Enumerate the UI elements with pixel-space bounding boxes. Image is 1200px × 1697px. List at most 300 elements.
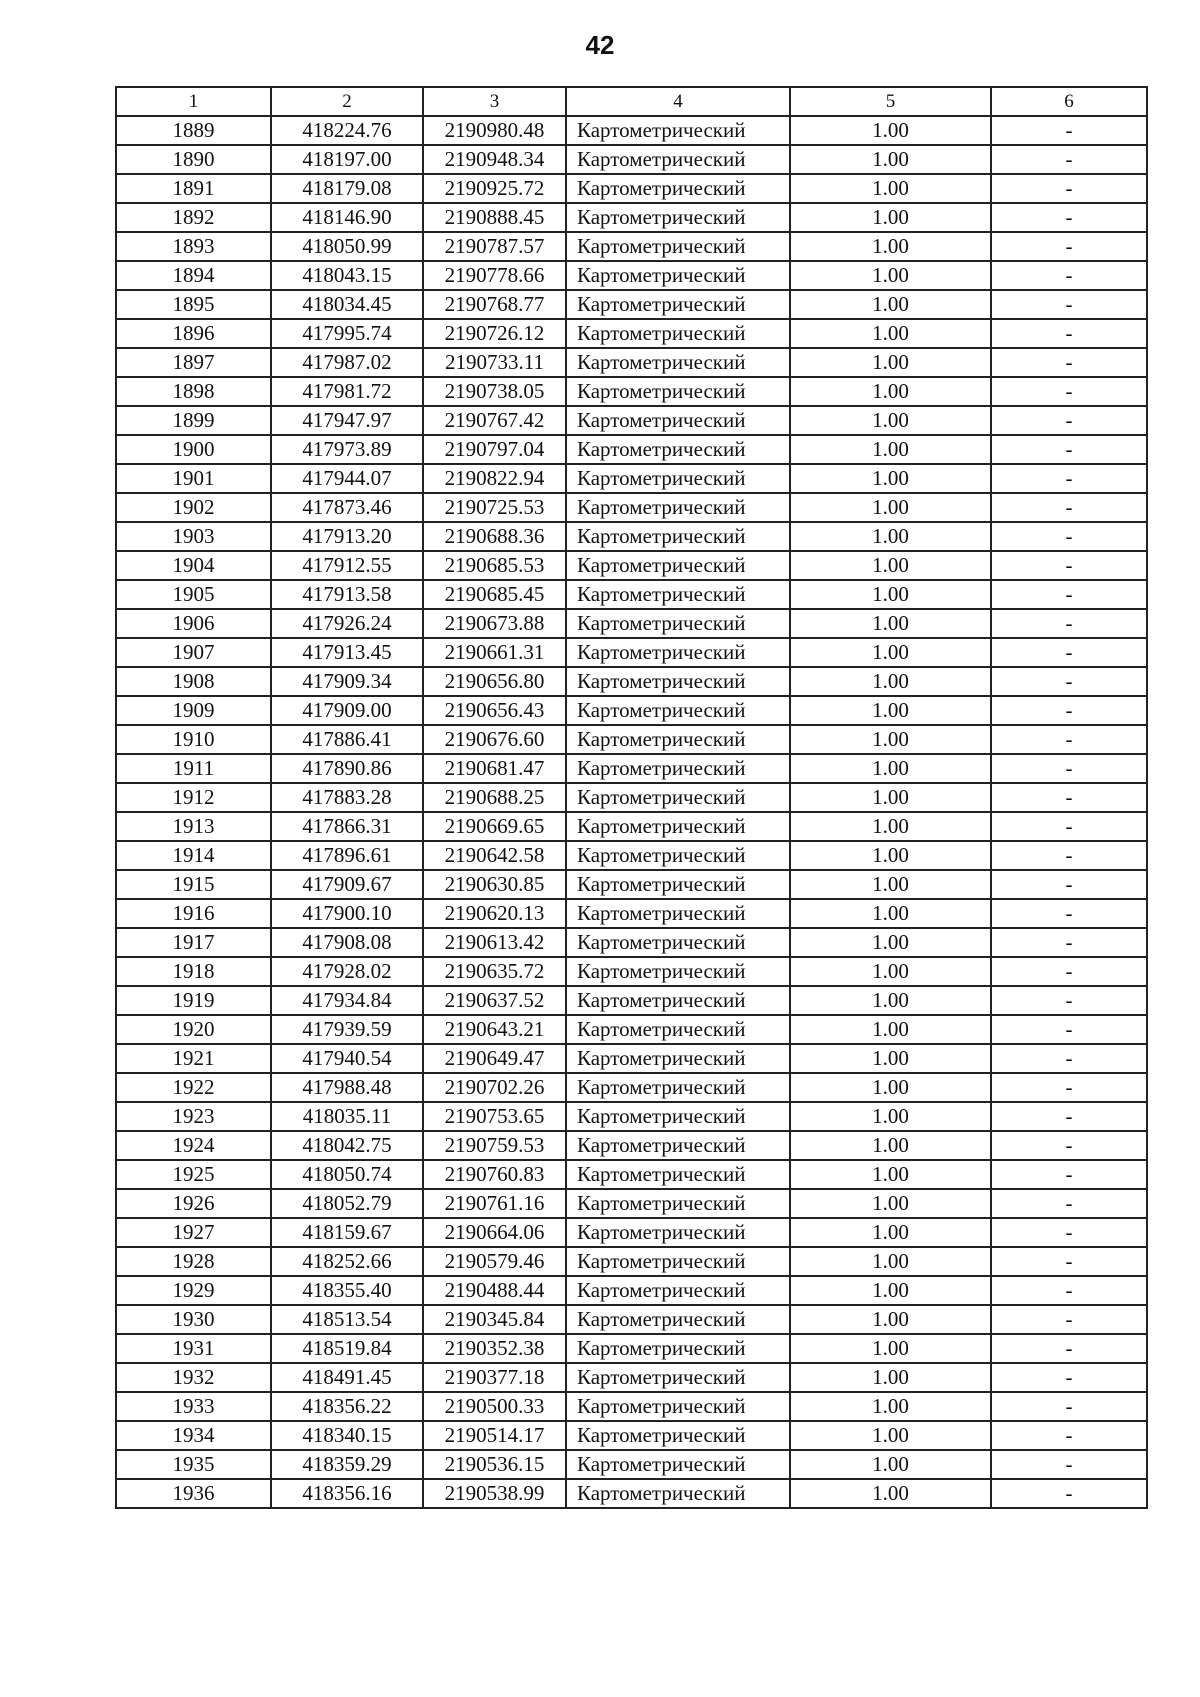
table-row xyxy=(116,899,1147,928)
x-coordinate-cell: 417988.48 xyxy=(271,1073,423,1102)
accuracy-cell: 1.00 xyxy=(790,464,991,493)
y-coordinate-cell: 2190925.72 xyxy=(423,174,566,203)
y-coordinate-cell: 2190620.13 xyxy=(423,899,566,928)
x-coordinate-cell: 417947.97 xyxy=(271,406,423,435)
x-coordinate-cell: 417913.45 xyxy=(271,638,423,667)
table-row xyxy=(116,986,1147,1015)
y-coordinate-cell: 2190352.38 xyxy=(423,1334,566,1363)
accuracy-cell: 1.00 xyxy=(790,348,991,377)
x-coordinate-cell: 418043.15 xyxy=(271,261,423,290)
description-cell: - xyxy=(991,377,1147,406)
description-cell: - xyxy=(991,609,1147,638)
description-cell: - xyxy=(991,899,1147,928)
method-cell: Картометрический xyxy=(566,986,790,1015)
y-coordinate-cell: 2190685.53 xyxy=(423,551,566,580)
description-cell: - xyxy=(991,754,1147,783)
accuracy-cell: 1.00 xyxy=(790,551,991,580)
method-cell: Картометрический xyxy=(566,1044,790,1073)
accuracy-cell: 1.00 xyxy=(790,1160,991,1189)
description-cell: - xyxy=(991,1363,1147,1392)
y-coordinate-cell: 2190685.45 xyxy=(423,580,566,609)
y-coordinate-cell: 2190664.06 xyxy=(423,1218,566,1247)
table-row xyxy=(116,580,1147,609)
description-cell: - xyxy=(991,638,1147,667)
method-cell: Картометрический xyxy=(566,203,790,232)
accuracy-cell: 1.00 xyxy=(790,754,991,783)
x-coordinate-cell: 417908.08 xyxy=(271,928,423,957)
x-coordinate-cell: 417890.86 xyxy=(271,754,423,783)
method-cell: Картометрический xyxy=(566,754,790,783)
point-number-cell: 1933 xyxy=(116,1392,271,1421)
y-coordinate-cell: 2190630.85 xyxy=(423,870,566,899)
table-row xyxy=(116,638,1147,667)
table-row xyxy=(116,1363,1147,1392)
y-coordinate-cell: 2190948.34 xyxy=(423,145,566,174)
table-row xyxy=(116,493,1147,522)
point-number-cell: 1936 xyxy=(116,1479,271,1508)
y-coordinate-cell: 2190797.04 xyxy=(423,435,566,464)
y-coordinate-cell: 2190726.12 xyxy=(423,319,566,348)
table-row xyxy=(116,1160,1147,1189)
method-cell: Картометрический xyxy=(566,1247,790,1276)
method-cell: Картометрический xyxy=(566,348,790,377)
accuracy-cell: 1.00 xyxy=(790,986,991,1015)
point-number-cell: 1896 xyxy=(116,319,271,348)
table-row xyxy=(116,957,1147,986)
x-coordinate-cell: 418034.45 xyxy=(271,290,423,319)
description-cell: - xyxy=(991,1334,1147,1363)
accuracy-cell: 1.00 xyxy=(790,1131,991,1160)
point-number-cell: 1909 xyxy=(116,696,271,725)
method-cell: Картометрический xyxy=(566,116,790,145)
accuracy-cell: 1.00 xyxy=(790,580,991,609)
table-row xyxy=(116,290,1147,319)
x-coordinate-cell: 418252.66 xyxy=(271,1247,423,1276)
method-cell: Картометрический xyxy=(566,696,790,725)
accuracy-cell: 1.00 xyxy=(790,812,991,841)
method-cell: Картометрический xyxy=(566,522,790,551)
method-cell: Картометрический xyxy=(566,1305,790,1334)
description-cell: - xyxy=(991,1218,1147,1247)
table-row xyxy=(116,870,1147,899)
accuracy-cell: 1.00 xyxy=(790,145,991,174)
point-number-cell: 1898 xyxy=(116,377,271,406)
accuracy-cell: 1.00 xyxy=(790,174,991,203)
column-header: 5 xyxy=(790,87,991,116)
point-number-cell: 1914 xyxy=(116,841,271,870)
y-coordinate-cell: 2190635.72 xyxy=(423,957,566,986)
accuracy-cell: 1.00 xyxy=(790,1247,991,1276)
table-row xyxy=(116,725,1147,754)
description-cell: - xyxy=(991,1131,1147,1160)
coordinates-table xyxy=(115,86,1148,1509)
method-cell: Картометрический xyxy=(566,464,790,493)
accuracy-cell: 1.00 xyxy=(790,1392,991,1421)
description-cell: - xyxy=(991,870,1147,899)
y-coordinate-cell: 2190613.42 xyxy=(423,928,566,957)
x-coordinate-cell: 418491.45 xyxy=(271,1363,423,1392)
accuracy-cell: 1.00 xyxy=(790,928,991,957)
y-coordinate-cell: 2190688.36 xyxy=(423,522,566,551)
accuracy-cell: 1.00 xyxy=(790,290,991,319)
point-number-cell: 1904 xyxy=(116,551,271,580)
point-number-cell: 1895 xyxy=(116,290,271,319)
point-number-cell: 1935 xyxy=(116,1450,271,1479)
column-header: 2 xyxy=(271,87,423,116)
accuracy-cell: 1.00 xyxy=(790,1305,991,1334)
x-coordinate-cell: 417873.46 xyxy=(271,493,423,522)
table-row xyxy=(116,464,1147,493)
y-coordinate-cell: 2190579.46 xyxy=(423,1247,566,1276)
x-coordinate-cell: 418359.29 xyxy=(271,1450,423,1479)
table-row xyxy=(116,1073,1147,1102)
description-cell: - xyxy=(991,841,1147,870)
accuracy-cell: 1.00 xyxy=(790,609,991,638)
table-row xyxy=(116,754,1147,783)
description-cell: - xyxy=(991,493,1147,522)
description-cell: - xyxy=(991,783,1147,812)
y-coordinate-cell: 2190822.94 xyxy=(423,464,566,493)
y-coordinate-cell: 2190377.18 xyxy=(423,1363,566,1392)
description-cell: - xyxy=(991,1102,1147,1131)
method-cell: Картометрический xyxy=(566,1218,790,1247)
method-cell: Картометрический xyxy=(566,1189,790,1218)
x-coordinate-cell: 418513.54 xyxy=(271,1305,423,1334)
x-coordinate-cell: 417909.00 xyxy=(271,696,423,725)
accuracy-cell: 1.00 xyxy=(790,1334,991,1363)
x-coordinate-cell: 417987.02 xyxy=(271,348,423,377)
x-coordinate-cell: 417912.55 xyxy=(271,551,423,580)
point-number-cell: 1928 xyxy=(116,1247,271,1276)
point-number-cell: 1926 xyxy=(116,1189,271,1218)
table-row xyxy=(116,1218,1147,1247)
y-coordinate-cell: 2190702.26 xyxy=(423,1073,566,1102)
table-row xyxy=(116,377,1147,406)
x-coordinate-cell: 417909.67 xyxy=(271,870,423,899)
table-row xyxy=(116,667,1147,696)
method-cell: Картометрический xyxy=(566,377,790,406)
method-cell: Картометрический xyxy=(566,928,790,957)
point-number-cell: 1899 xyxy=(116,406,271,435)
accuracy-cell: 1.00 xyxy=(790,783,991,812)
point-number-cell: 1913 xyxy=(116,812,271,841)
point-number-cell: 1892 xyxy=(116,203,271,232)
accuracy-cell: 1.00 xyxy=(790,725,991,754)
table-row xyxy=(116,174,1147,203)
description-cell: - xyxy=(991,435,1147,464)
table-row xyxy=(116,1334,1147,1363)
accuracy-cell: 1.00 xyxy=(790,377,991,406)
description-cell: - xyxy=(991,1305,1147,1334)
method-cell: Картометрический xyxy=(566,1015,790,1044)
description-cell: - xyxy=(991,348,1147,377)
point-number-cell: 1934 xyxy=(116,1421,271,1450)
method-cell: Картометрический xyxy=(566,1102,790,1131)
x-coordinate-cell: 417909.34 xyxy=(271,667,423,696)
method-cell: Картометрический xyxy=(566,870,790,899)
point-number-cell: 1910 xyxy=(116,725,271,754)
page-number: 42 xyxy=(585,30,615,60)
method-cell: Картометрический xyxy=(566,406,790,435)
method-cell: Картометрический xyxy=(566,145,790,174)
x-coordinate-cell: 417940.54 xyxy=(271,1044,423,1073)
y-coordinate-cell: 2190768.77 xyxy=(423,290,566,319)
table-row xyxy=(116,319,1147,348)
description-cell: - xyxy=(991,1421,1147,1450)
description-cell: - xyxy=(991,1247,1147,1276)
description-cell: - xyxy=(991,232,1147,261)
y-coordinate-cell: 2190661.31 xyxy=(423,638,566,667)
method-cell: Картометрический xyxy=(566,493,790,522)
point-number-cell: 1903 xyxy=(116,522,271,551)
y-coordinate-cell: 2190673.88 xyxy=(423,609,566,638)
y-coordinate-cell: 2190767.42 xyxy=(423,406,566,435)
accuracy-cell: 1.00 xyxy=(790,870,991,899)
y-coordinate-cell: 2190888.45 xyxy=(423,203,566,232)
description-cell: - xyxy=(991,1044,1147,1073)
point-number-cell: 1894 xyxy=(116,261,271,290)
table-row xyxy=(116,609,1147,638)
table-body xyxy=(116,116,1147,1508)
point-number-cell: 1912 xyxy=(116,783,271,812)
point-number-cell: 1919 xyxy=(116,986,271,1015)
point-number-cell: 1930 xyxy=(116,1305,271,1334)
accuracy-cell: 1.00 xyxy=(790,435,991,464)
description-cell: - xyxy=(991,522,1147,551)
point-number-cell: 1915 xyxy=(116,870,271,899)
accuracy-cell: 1.00 xyxy=(790,1421,991,1450)
column-header: 6 xyxy=(991,87,1147,116)
y-coordinate-cell: 2190642.58 xyxy=(423,841,566,870)
accuracy-cell: 1.00 xyxy=(790,493,991,522)
x-coordinate-cell: 417995.74 xyxy=(271,319,423,348)
description-cell: - xyxy=(991,464,1147,493)
accuracy-cell: 1.00 xyxy=(790,899,991,928)
table-row xyxy=(116,812,1147,841)
x-coordinate-cell: 417913.58 xyxy=(271,580,423,609)
point-number-cell: 1891 xyxy=(116,174,271,203)
table-header-row xyxy=(116,87,1147,116)
method-cell: Картометрический xyxy=(566,1334,790,1363)
y-coordinate-cell: 2190649.47 xyxy=(423,1044,566,1073)
point-number-cell: 1932 xyxy=(116,1363,271,1392)
description-cell: - xyxy=(991,1450,1147,1479)
x-coordinate-cell: 418050.99 xyxy=(271,232,423,261)
point-number-cell: 1897 xyxy=(116,348,271,377)
x-coordinate-cell: 418179.08 xyxy=(271,174,423,203)
method-cell: Картометрический xyxy=(566,261,790,290)
accuracy-cell: 1.00 xyxy=(790,1102,991,1131)
point-number-cell: 1923 xyxy=(116,1102,271,1131)
method-cell: Картометрический xyxy=(566,174,790,203)
description-cell: - xyxy=(991,580,1147,609)
method-cell: Картометрический xyxy=(566,1073,790,1102)
description-cell: - xyxy=(991,1189,1147,1218)
table-row xyxy=(116,232,1147,261)
description-cell: - xyxy=(991,551,1147,580)
table-row xyxy=(116,1305,1147,1334)
point-number-cell: 1906 xyxy=(116,609,271,638)
point-number-cell: 1929 xyxy=(116,1276,271,1305)
table-row xyxy=(116,522,1147,551)
method-cell: Картометрический xyxy=(566,609,790,638)
point-number-cell: 1927 xyxy=(116,1218,271,1247)
description-cell: - xyxy=(991,928,1147,957)
y-coordinate-cell: 2190753.65 xyxy=(423,1102,566,1131)
column-header: 3 xyxy=(423,87,566,116)
point-number-cell: 1900 xyxy=(116,435,271,464)
y-coordinate-cell: 2190738.05 xyxy=(423,377,566,406)
table-row xyxy=(116,261,1147,290)
point-number-cell: 1925 xyxy=(116,1160,271,1189)
x-coordinate-cell: 418197.00 xyxy=(271,145,423,174)
table-row xyxy=(116,145,1147,174)
method-cell: Картометрический xyxy=(566,1421,790,1450)
description-cell: - xyxy=(991,145,1147,174)
method-cell: Картометрический xyxy=(566,1131,790,1160)
description-cell: - xyxy=(991,319,1147,348)
point-number-cell: 1917 xyxy=(116,928,271,957)
y-coordinate-cell: 2190500.33 xyxy=(423,1392,566,1421)
y-coordinate-cell: 2190656.43 xyxy=(423,696,566,725)
method-cell: Картометрический xyxy=(566,957,790,986)
method-cell: Картометрический xyxy=(566,1479,790,1508)
description-cell: - xyxy=(991,1479,1147,1508)
accuracy-cell: 1.00 xyxy=(790,638,991,667)
accuracy-cell: 1.00 xyxy=(790,1189,991,1218)
accuracy-cell: 1.00 xyxy=(790,232,991,261)
x-coordinate-cell: 418224.76 xyxy=(271,116,423,145)
x-coordinate-cell: 418519.84 xyxy=(271,1334,423,1363)
table-row xyxy=(116,116,1147,145)
y-coordinate-cell: 2190345.84 xyxy=(423,1305,566,1334)
x-coordinate-cell: 417973.89 xyxy=(271,435,423,464)
accuracy-cell: 1.00 xyxy=(790,1218,991,1247)
table-row xyxy=(116,1392,1147,1421)
x-coordinate-cell: 417900.10 xyxy=(271,899,423,928)
table-row xyxy=(116,696,1147,725)
accuracy-cell: 1.00 xyxy=(790,1073,991,1102)
x-coordinate-cell: 418159.67 xyxy=(271,1218,423,1247)
x-coordinate-cell: 417928.02 xyxy=(271,957,423,986)
x-coordinate-cell: 418355.40 xyxy=(271,1276,423,1305)
table-row xyxy=(116,1044,1147,1073)
table-row xyxy=(116,1450,1147,1479)
description-cell: - xyxy=(991,203,1147,232)
x-coordinate-cell: 418050.74 xyxy=(271,1160,423,1189)
accuracy-cell: 1.00 xyxy=(790,1044,991,1073)
accuracy-cell: 1.00 xyxy=(790,116,991,145)
point-number-cell: 1901 xyxy=(116,464,271,493)
point-number-cell: 1889 xyxy=(116,116,271,145)
y-coordinate-cell: 2190637.52 xyxy=(423,986,566,1015)
description-cell: - xyxy=(991,1392,1147,1421)
x-coordinate-cell: 418035.11 xyxy=(271,1102,423,1131)
description-cell: - xyxy=(991,261,1147,290)
point-number-cell: 1911 xyxy=(116,754,271,783)
description-cell: - xyxy=(991,1276,1147,1305)
y-coordinate-cell: 2190725.53 xyxy=(423,493,566,522)
description-cell: - xyxy=(991,116,1147,145)
x-coordinate-cell: 417883.28 xyxy=(271,783,423,812)
point-number-cell: 1902 xyxy=(116,493,271,522)
table-row xyxy=(116,1102,1147,1131)
table-row xyxy=(116,1015,1147,1044)
method-cell: Картометрический xyxy=(566,1450,790,1479)
point-number-cell: 1922 xyxy=(116,1073,271,1102)
method-cell: Картометрический xyxy=(566,232,790,261)
accuracy-cell: 1.00 xyxy=(790,1276,991,1305)
description-cell: - xyxy=(991,1160,1147,1189)
accuracy-cell: 1.00 xyxy=(790,522,991,551)
table-row xyxy=(116,551,1147,580)
accuracy-cell: 1.00 xyxy=(790,203,991,232)
method-cell: Картометрический xyxy=(566,812,790,841)
description-cell: - xyxy=(991,174,1147,203)
method-cell: Картометрический xyxy=(566,1363,790,1392)
accuracy-cell: 1.00 xyxy=(790,667,991,696)
table-row xyxy=(116,1479,1147,1508)
point-number-cell: 1920 xyxy=(116,1015,271,1044)
point-number-cell: 1931 xyxy=(116,1334,271,1363)
description-cell: - xyxy=(991,290,1147,319)
column-header: 1 xyxy=(116,87,271,116)
point-number-cell: 1916 xyxy=(116,899,271,928)
x-coordinate-cell: 418356.16 xyxy=(271,1479,423,1508)
x-coordinate-cell: 417896.61 xyxy=(271,841,423,870)
description-cell: - xyxy=(991,667,1147,696)
method-cell: Картометрический xyxy=(566,1160,790,1189)
table-row xyxy=(116,841,1147,870)
method-cell: Картометрический xyxy=(566,783,790,812)
y-coordinate-cell: 2190980.48 xyxy=(423,116,566,145)
point-number-cell: 1890 xyxy=(116,145,271,174)
accuracy-cell: 1.00 xyxy=(790,1450,991,1479)
method-cell: Картометрический xyxy=(566,841,790,870)
y-coordinate-cell: 2190761.16 xyxy=(423,1189,566,1218)
table-row xyxy=(116,783,1147,812)
x-coordinate-cell: 417934.84 xyxy=(271,986,423,1015)
method-cell: Картометрический xyxy=(566,725,790,754)
method-cell: Картометрический xyxy=(566,638,790,667)
accuracy-cell: 1.00 xyxy=(790,696,991,725)
point-number-cell: 1921 xyxy=(116,1044,271,1073)
y-coordinate-cell: 2190643.21 xyxy=(423,1015,566,1044)
y-coordinate-cell: 2190514.17 xyxy=(423,1421,566,1450)
table-row xyxy=(116,435,1147,464)
y-coordinate-cell: 2190688.25 xyxy=(423,783,566,812)
description-cell: - xyxy=(991,1015,1147,1044)
description-cell: - xyxy=(991,696,1147,725)
point-number-cell: 1893 xyxy=(116,232,271,261)
accuracy-cell: 1.00 xyxy=(790,841,991,870)
y-coordinate-cell: 2190656.80 xyxy=(423,667,566,696)
method-cell: Картометрический xyxy=(566,319,790,348)
method-cell: Картометрический xyxy=(566,580,790,609)
point-number-cell: 1908 xyxy=(116,667,271,696)
method-cell: Картометрический xyxy=(566,899,790,928)
table-row xyxy=(116,1189,1147,1218)
x-coordinate-cell: 417944.07 xyxy=(271,464,423,493)
point-number-cell: 1924 xyxy=(116,1131,271,1160)
table-row xyxy=(116,928,1147,957)
table-row xyxy=(116,348,1147,377)
description-cell: - xyxy=(991,986,1147,1015)
method-cell: Картометрический xyxy=(566,667,790,696)
description-cell: - xyxy=(991,957,1147,986)
x-coordinate-cell: 417939.59 xyxy=(271,1015,423,1044)
description-cell: - xyxy=(991,1073,1147,1102)
